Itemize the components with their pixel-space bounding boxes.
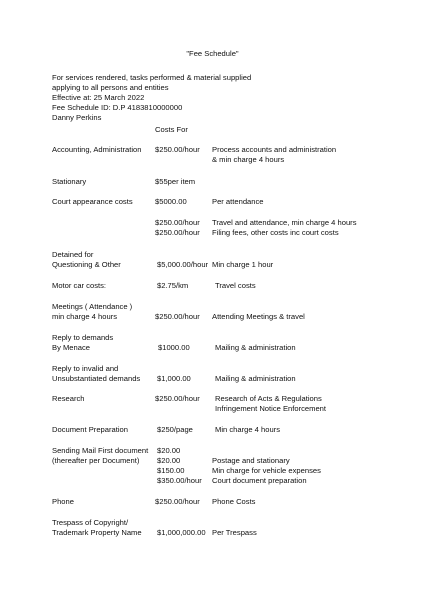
fee-description: Attending Meetings & travel [212, 312, 305, 321]
fee-amount: $1000.00 [158, 343, 190, 352]
fee-label: Reply to demands [52, 333, 114, 342]
fee-label: Document Preparation [52, 425, 128, 434]
fee-description: Research of Acts & Regulations [215, 394, 322, 403]
fee-label: Stationary [52, 177, 87, 186]
fee-description: Filing fees, other costs inc court costs [212, 228, 339, 237]
fee-amount: $250.00/hour [155, 218, 200, 227]
fee-amount: $1,000,000.00 [157, 528, 206, 537]
fee-description: Travel and attendance, min charge 4 hours [212, 218, 357, 227]
author-name: Danny Perkins [52, 113, 102, 122]
fee-description: Min charge 1 hour [212, 260, 274, 269]
fee-amount: $5000.00 [155, 197, 187, 206]
fee-description: Process accounts and administration [212, 145, 337, 154]
fee-label: Sending Mail First document [52, 446, 149, 455]
fee-label: Research [52, 394, 85, 403]
fee-description: Min charge 4 hours [215, 425, 281, 434]
fee-amount: $250.00/hour [155, 145, 200, 154]
fee-amount: $250/page [157, 425, 193, 434]
fee-description: Court document preparation [212, 476, 307, 485]
fee-description: Mailing & administration [215, 374, 296, 383]
fee-amount: $250.00/hour [155, 228, 200, 237]
fee-description: Per Trespass [212, 528, 257, 537]
fee-label: Court appearance costs [52, 197, 133, 206]
fee-label: By Menace [52, 343, 90, 352]
fee-label: Phone [52, 497, 74, 506]
fee-description: Postage and stationary [212, 456, 290, 465]
fee-amount: $20.00 [157, 456, 181, 465]
intro-line: applying to all persons and entities [52, 83, 169, 92]
fee-amount: $20.00 [157, 446, 181, 455]
fee-label: Unsubstantiated demands [52, 374, 141, 383]
fee-description: Mailing & administration [215, 343, 296, 352]
fee-description: Infringement Notice Enforcement [215, 404, 327, 413]
fee-amount: $5,000.00/hour [157, 260, 209, 269]
costs-for-header: Costs For [155, 125, 188, 134]
fee-label: min charge 4 hours [52, 312, 118, 321]
fee-label: Trademark Property Name [52, 528, 142, 537]
fee-label: Trespass of Copyright/ [52, 518, 129, 527]
fee-amount: $350.00/hour [157, 476, 202, 485]
fee-amount: $1,000.00 [157, 374, 191, 383]
fee-label: Detained for [52, 250, 94, 259]
intro-line: Effective at: 25 March 2022 [52, 93, 145, 102]
fee-description: Phone Costs [212, 497, 256, 506]
fee-label: Meetings ( Attendance ) [52, 302, 133, 311]
fee-amount: $150.00 [157, 466, 185, 475]
fee-label: Accounting, Administration [52, 145, 142, 154]
fee-amount: $2.75/km [157, 281, 189, 290]
fee-amount: $250.00/hour [155, 394, 200, 403]
fee-amount: $250.00/hour [155, 497, 200, 506]
fee-description: Travel costs [215, 281, 256, 290]
intro-line: Fee Schedule ID: D.P 4183810000000 [52, 103, 183, 112]
fee-description: Per attendance [212, 197, 264, 206]
fee-label: Motor car costs: [52, 281, 107, 290]
fee-label: (thereafter per Document) [52, 456, 140, 465]
intro-line: For services rendered, tasks performed & material supplied [52, 73, 252, 82]
fee-label: Questioning & Other [52, 260, 121, 269]
fee-amount: $55per item [155, 177, 196, 186]
fee-amount: $250.00/hour [155, 312, 200, 321]
fee-description: & min charge 4 hours [212, 155, 285, 164]
fee-label: Reply to invalid and [52, 364, 119, 373]
fee-description: Min charge for vehicle expenses [212, 466, 321, 475]
page-title: "Fee Schedule" [186, 49, 239, 58]
